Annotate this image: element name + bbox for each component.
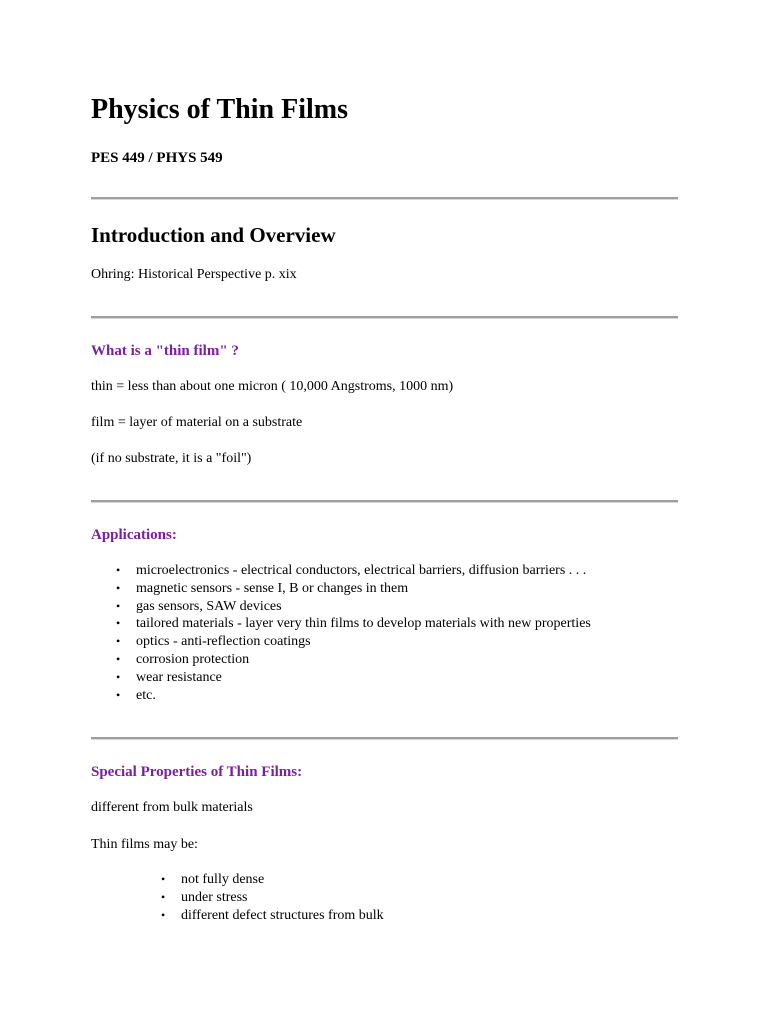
list-item: • different defect structures from bulk [181, 907, 384, 925]
special-properties-heading: Special Properties of Thin Films: [91, 764, 303, 780]
special-line-may-be: Thin films may be: [91, 837, 198, 852]
list-item: • etc. [136, 687, 591, 705]
special-line-bulk: different from bulk materials [91, 800, 253, 815]
list-item: • wear resistance [136, 669, 591, 687]
page-title: Physics of Thin Films [91, 94, 348, 125]
applications-heading: Applications: [91, 527, 177, 543]
horizontal-rule [91, 500, 678, 503]
list-item: • corrosion protection [136, 651, 591, 669]
film-definition: film = layer of material on a substrate [91, 415, 303, 430]
special-properties-list [181, 871, 384, 924]
course-number: PES 449 / PHYS 549 [91, 150, 223, 166]
horizontal-rule [91, 737, 678, 740]
list-item: • gas sensors, SAW devices [136, 598, 591, 616]
list-item: • magnetic sensors - sense I, B or changes in them [136, 580, 591, 598]
horizontal-rule [91, 316, 678, 319]
thin-film-definition: thin = less than about one micron ( 10,000 Angstroms, 1000 nm) [91, 379, 454, 394]
intro-heading: Introduction and Overview [91, 223, 336, 247]
list-item: • not fully dense [181, 871, 384, 889]
applications-list [136, 562, 591, 704]
intro-reference: Ohring: Historical Perspective p. xix [91, 267, 297, 282]
foil-note: (if no substrate, it is a "foil") [91, 451, 252, 466]
list-item: • under stress [181, 889, 384, 907]
list-item: • tailored materials - layer very thin films to develop materials with new properties [136, 615, 591, 633]
horizontal-rule [91, 197, 678, 200]
list-item: • optics - anti-reflection coatings [136, 633, 591, 651]
thin-film-heading: What is a "thin film" ? [91, 343, 239, 359]
list-item: • microelectronics - electrical conductors, electrical barriers, diffusion barriers . . . [136, 562, 591, 580]
